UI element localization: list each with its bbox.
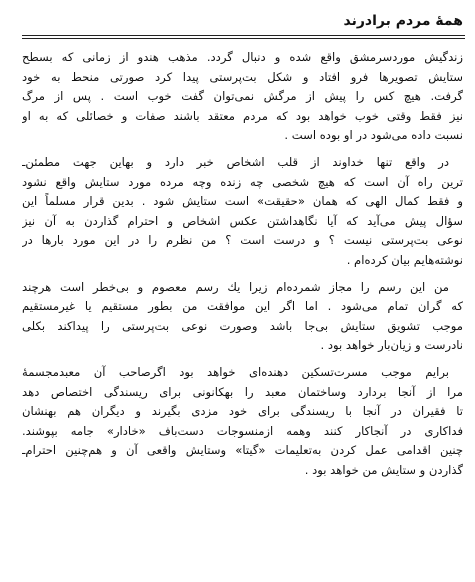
text-line: نسبت داده می‌شود در او بوده است . bbox=[284, 128, 463, 143]
running-head: همهٔ مردم برادرند bbox=[343, 13, 463, 29]
text-line: که گران تمام می‌شود . اما اگر این موافقت من بطور مستقیم یا غیرمستقیم bbox=[22, 299, 463, 314]
text-line: نادرست و زیان‌بار خواهد بود . bbox=[320, 338, 463, 353]
text-line: گذاردن و ستایش من خواهد بود . bbox=[304, 462, 463, 477]
text-line: موجب تشویق ستایش بی‌جا باشد وصورت نوعی بت‌پرستی را پیداکند بکلی bbox=[22, 318, 463, 333]
text-line: تا فقیران در آنجا با ریسندگی برای خود مزدی بگیرند و دیگران هم بهنشان bbox=[22, 404, 463, 419]
body-text bbox=[22, 48, 463, 487]
text-line: ترین راه آن است که هیچ شخصی چه زنده وچه مرده مورد ستایش واقع نشود bbox=[22, 174, 463, 189]
text-line: نوعی بت‌پرستی نیست ؟ و درست است ؟ من نظرم را در این مورد بارها در bbox=[22, 233, 463, 248]
paragraph-1 bbox=[22, 48, 463, 146]
paragraph-4 bbox=[22, 363, 463, 481]
text-line: برایم موجب مسرت‌تسکین دهنده‌ای خواهد بود اگرصاحب آن معبدمجسمهٔ bbox=[22, 364, 449, 379]
text-line: در واقع تنها خداوند از قلب اشخاص خبر دارد و بهاین جهت مطمئن‌ـ bbox=[22, 154, 449, 169]
text-line: مرا از آنجا بردارد وساختمان معبد را بهکانونی برای ریسندگی اختصاص دهد bbox=[22, 384, 463, 399]
text-line: فداکاری در آنجاکار کنند وهمه ازمنسوجات دست‌باف «خادار» جامه بپوشند. bbox=[22, 423, 463, 438]
text-line: نوشته‌هایم بیان کرده‌ام . bbox=[346, 252, 463, 267]
paragraph-2 bbox=[22, 153, 463, 271]
text-line: چنین اقدامی عمل کردن به‌تعلیمات «گیتا» وستایش واقعی آن و هم‌چنین احترام‌ـ bbox=[22, 443, 463, 458]
header-rule bbox=[22, 35, 465, 36]
text-line: نیز فقط وقتی خوب خواهد بود که مردم معتقد باشند صفات و خصائلی که به او bbox=[22, 108, 463, 123]
text-line: ستایش تصویرها فرو افتاد و شکل بت‌پرستی پیدا کرد صورتی منحط به خود bbox=[22, 69, 463, 84]
text-line: من این رسم را مجاز شمرده‌ام زیرا یك رسم معصوم و بی‌خطر است هرچند bbox=[22, 279, 449, 294]
text-line: و فقط کمال الهی که همان «حقیقت» است ستایش شود . بدین قرار مسلماً این bbox=[22, 194, 463, 209]
text-line: سؤال پیش می‌آید که آیا نگاهداشتن عکس اشخاص و احترام گذاردن به آن نیز bbox=[22, 213, 463, 228]
header-rule-secondary bbox=[22, 38, 465, 39]
text-line: گرفت. هیچ کس را پیش از مرگش نمی‌توان گفت خوب است . پس از مرگ bbox=[22, 89, 463, 104]
paragraph-3 bbox=[22, 278, 463, 356]
text-line: زندگیش موردسرمشق واقع شده و دنبال گردد. مذهب هندو از زمانی که بسطح bbox=[22, 50, 463, 64]
